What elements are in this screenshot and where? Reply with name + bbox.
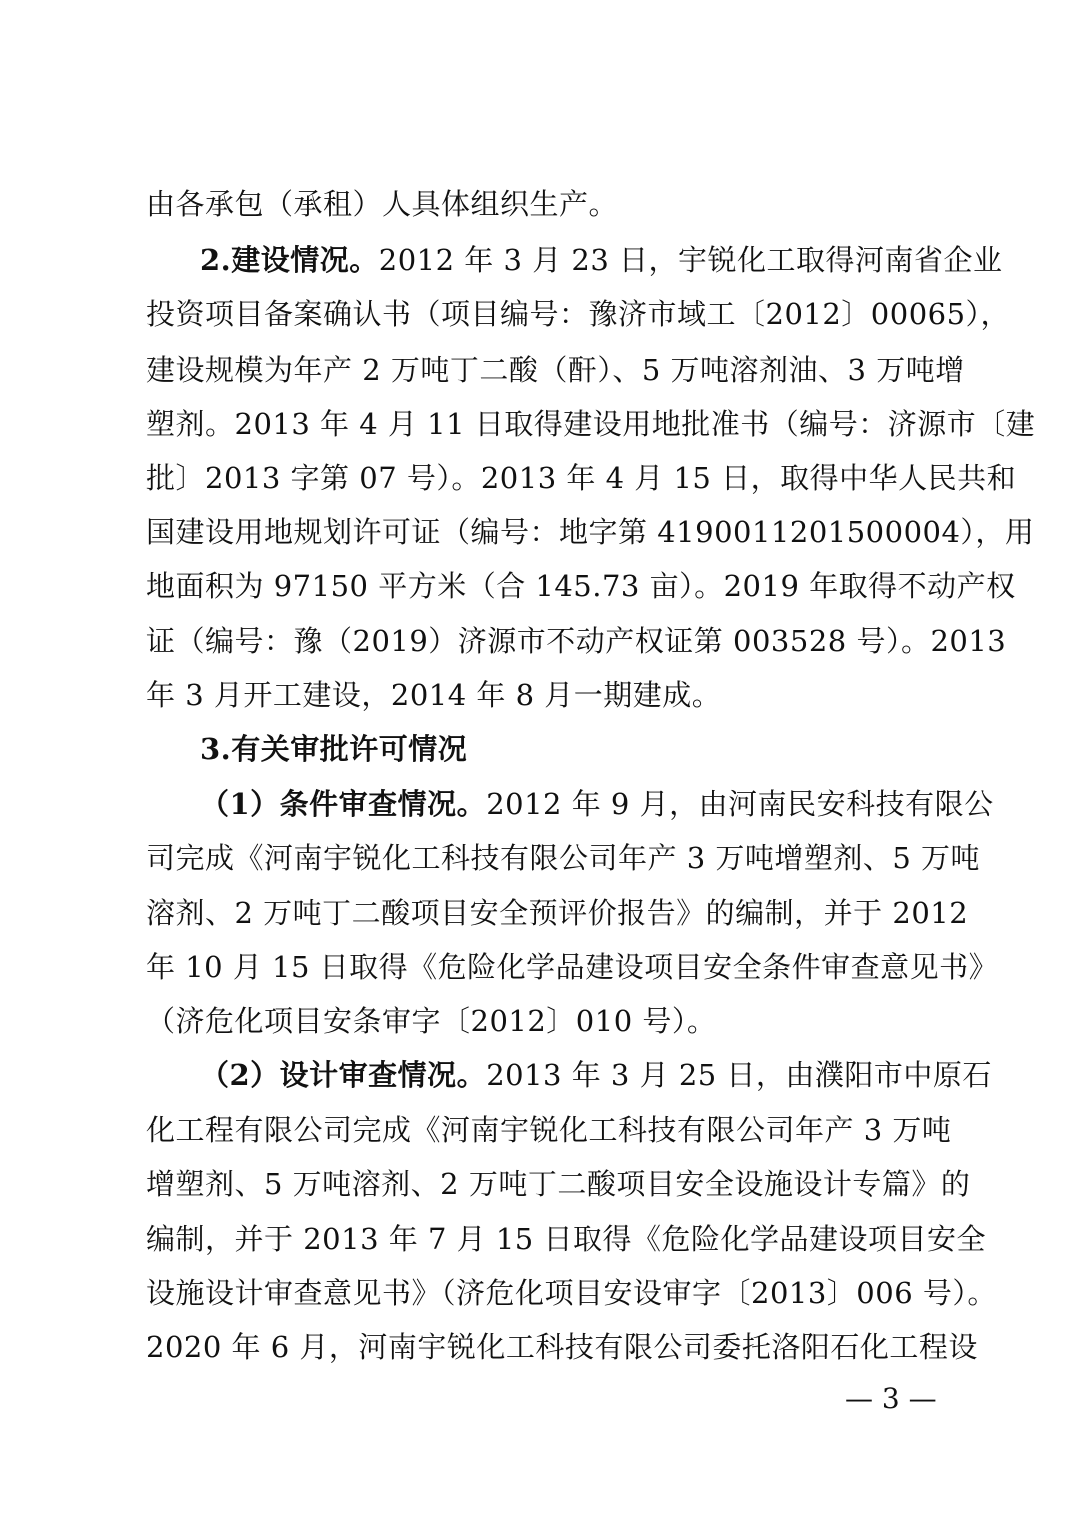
body-line: 投资项目备案确认书（项目编号：豫济市域工〔2012〕00065）， <box>146 297 1011 331</box>
body-line: 证（编号：豫（2019）济源市不动产权证第 003528 号）。2013 <box>146 624 1007 658</box>
body-line: 司完成《河南宇锐化工科技有限公司年产 3 万吨增塑剂、5 万吨 <box>146 841 981 875</box>
body-line: 化工程有限公司完成《河南宇锐化工科技有限公司年产 3 万吨 <box>146 1113 952 1147</box>
subsection-heading: （2）设计审查情况。 <box>200 1058 487 1092</box>
body-line: 编制，并于 2013 年 7 月 15 日取得《危险化学品建设项目安全 <box>146 1222 986 1256</box>
section-heading: 2.建设情况。 <box>200 243 379 277</box>
body-line: 2020 年 6 月，河南宇锐化工科技有限公司委托洛阳石化工程设 <box>146 1330 978 1364</box>
body-line: 溶剂、2 万吨丁二酸项目安全预评价报告》的编制，并于 2012 <box>146 896 969 930</box>
paragraph-design-review: （2）设计审查情况。2013 年 3 月 25 日，由濮阳市中原石 <box>200 1058 992 1092</box>
paragraph-condition-review: （1）条件审查情况。2012 年 9 月，由河南民安科技有限公 <box>200 787 994 821</box>
subsection-heading: （1）条件审查情况。 <box>200 787 487 821</box>
body-line: 设施设计审查意见书》（济危化项目安设审字〔2013〕006 号）。 <box>146 1276 997 1310</box>
body-line: 年 10 月 15 日取得《危险化学品建设项目安全条件审查意见书》 <box>146 950 999 984</box>
body-line: 由各承包（承租）人具体组织生产。 <box>146 187 619 221</box>
paragraph-construction-status: 2.建设情况。2012 年 3 月 23 日，宇锐化工取得河南省企业 <box>200 243 1003 277</box>
paragraph-approval-heading <box>200 729 936 769</box>
body-line: 塑剂。2013 年 4 月 11 日取得建设用地批准书（编号：济源市〔建 <box>146 407 1036 441</box>
body-line: 增塑剂、5 万吨溶剂、2 万吨丁二酸项目安全设施设计专篇》的 <box>146 1167 971 1201</box>
page-number: — 3 — <box>845 1382 937 1415</box>
body-line: 建设规模为年产 2 万吨丁二酸（酐）、5 万吨溶剂油、3 万吨增 <box>146 353 965 387</box>
body-line: 年 3 月开工建设，2014 年 8 月一期建成。 <box>146 678 722 712</box>
body-line: （济危化项目安条审字〔2012〕010 号）。 <box>146 1004 717 1038</box>
body-line: 批〕2013 字第 07 号）。2013 年 4 月 15 日，取得中华人民共和 <box>146 461 1017 495</box>
section-heading: 3.有关审批许可情况 <box>200 732 468 766</box>
body-line: 地面积为 97150 平方米（合 145.73 亩）。2019 年取得不动产权 <box>146 569 1016 603</box>
body-line: 国建设用地规划许可证（编号：地字第 4190011201500004），用 <box>146 515 1035 549</box>
